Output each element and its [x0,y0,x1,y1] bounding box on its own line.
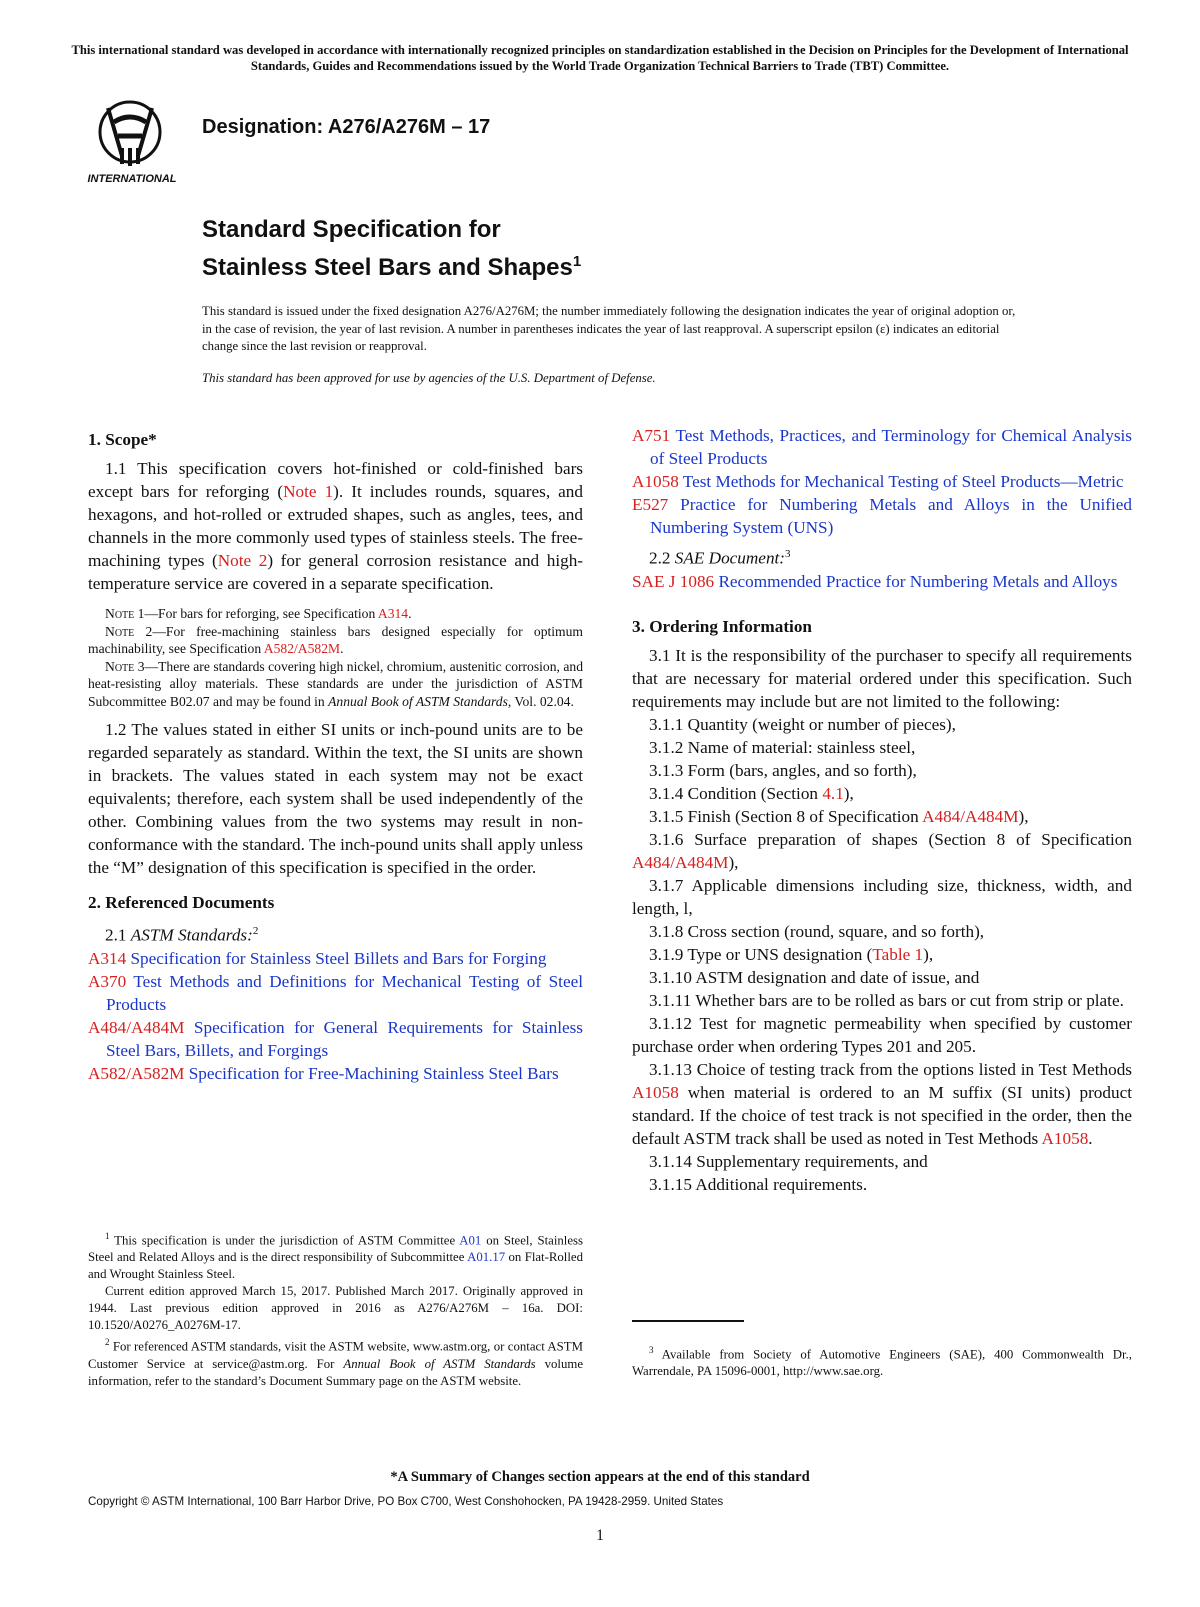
title-line-2: Stainless Steel Bars and Shapes [202,254,573,281]
note-2: Note 2—For free-machining stainless bars designed especially for optimum machinability, see Specification A582/A582M. [88,623,583,656]
footnote-1-edition: Current edition approved March 15, 2017. Published March 2017. Originally approved in 1944. Last previous edition approved in 2016 as A276/A276M – 16a. DOI: 10.1520/A0276_A0276M-17. [88,1284,583,1333]
a484-link[interactable]: A484/A484M [632,852,729,872]
reference-code-link[interactable]: A484/A484M [88,1017,185,1037]
reference-code-link[interactable]: A582/A582M [88,1063,185,1083]
table-1-link[interactable]: Table 1 [872,944,924,964]
title-footnote-ref: 1 [572,253,582,270]
reference-title-link[interactable]: Test Methods and Definitions for Mechanical Testing of Steel Products [106,971,583,1014]
reference-title-link[interactable]: Recommended Practice for Numbering Metals and Alloys [714,571,1118,591]
ordering-item: 3.1.13 Choice of testing track from the options listed in Test Methods A1058 when material is ordered to an M suffix (SI units) product standard. If the choice of test track is not specified in the order, then the default ASTM track shall be used as noted in Test Methods A1058. [632,1059,1132,1148]
ordering-item: 3.1.15 Additional requirements. [649,1174,868,1194]
scope-paragraph-2: 1.2 The values stated in either SI units or inch-pound units are to be regarded separately as standard. Within the text, the SI units are shown in brackets. The values stated in each system may not be exact equivalents; therefore, each system shall be used independently of the other. Combining values from the two systems may result in non-conformance with the standard. The inch-pound units shall apply unless the “M” designation of this specification is specified in the order. [88,720,583,877]
reference-title-link[interactable]: Test Methods, Practices, and Terminology for Chemical Analysis of Steel Products [650,426,1132,468]
reference-code-link[interactable]: A314 [88,948,127,968]
ordering-item: 3.1.11 Whether bars are to be rolled as bars or cut from strip or plate. [649,990,1124,1010]
page-number: 1 [596,1527,604,1544]
a1058-link[interactable]: A1058 [1041,1128,1089,1148]
logo-text: INTERNATIONAL [87,173,177,185]
note-2-link[interactable]: Note 2 [217,551,268,570]
ordering-item: 3.1.9 Type or UNS designation (Table 1), [649,944,934,964]
note-1-link[interactable]: Note 1 [283,482,334,501]
ordering-item: 3.1.14 Supplementary requirements, and [649,1151,928,1171]
designation: Designation: A276/A276M – 17 [202,116,491,138]
reference-item [632,493,1132,539]
ordering-item: 3.1.5 Finish (Section 8 of Specification A484/A484M), [649,806,1029,826]
reference-item [88,970,583,1016]
right-column [632,424,1132,1196]
reference-item [88,947,583,970]
a1058-link[interactable]: A1058 [632,1082,679,1102]
a484-link[interactable]: A484/A484M [922,806,1019,826]
ordering-item: 3.1.3 Form (bars, angles, and so forth), [649,760,917,780]
reference-code-link[interactable]: SAE J 1086 [632,571,715,591]
reference-title-link[interactable]: Test Methods for Mechanical Testing of Steel Products—Metric [678,472,1124,491]
a314-link[interactable]: A314 [377,606,409,621]
reference-item [632,424,1132,470]
ordering-item: 3.1.2 Name of material: stainless steel, [649,737,916,757]
title-line-1: Standard Specification for [202,216,501,243]
document-title [202,214,581,284]
ordering-item: 3.1.4 Condition (Section 4.1), [649,783,854,803]
reference-item [632,570,1132,593]
astm-logo [78,92,186,188]
ordering-item: 3.1.1 Quantity (weight or number of pieces), [649,714,956,734]
reference-code-link[interactable]: A370 [88,971,127,991]
ordering-item: 3.1.6 Surface preparation of shapes (Section 8 of Specification A484/A484M), [632,829,1132,872]
ordering-item: 3.1.10 ASTM designation and date of issue, and [649,967,980,987]
scope-paragraph-1: 1.1 This specification covers hot-finished or cold-finished bars except bars for reforging (Note 1). It includes rounds, squares, and hexagons, and hot-rolled or extruded shapes, such as angles, tees, and channels in the more commonly used types of stainless steels. The free-machining types (Note 2) for general corrosion resistance and high-temperature service are covered in a separate specification. [88,459,584,593]
right-footnotes [632,1342,1132,1380]
referenced-documents-heading: 2. Referenced Documents [88,893,275,912]
footnote-2: $^2$ For referenced ASTM standards, visit the ASTM website, www.astm.org, or contact ASTM Customer Service at service@astm.org. For Annual Book of ASTM Standards volume information, refer to the standard’s Document Summary page on the ASTM website. [88,1337,584,1388]
reference-item [88,1016,583,1062]
ordering-information-heading: 3. Ordering Information [632,616,812,636]
a0117-link[interactable]: A01.17 [467,1250,506,1265]
left-column [88,428,583,1085]
ordering-item: 3.1.12 Test for magnetic permeability when specified by customer purchase order when ordering Types 201 and 205. [632,1013,1132,1056]
note-1: Note 1—For bars for reforging, see Specification A314. [105,606,412,621]
astm-logo-mark [100,102,160,166]
reference-title-link[interactable]: Specification for General Requirements for Stainless Steel Bars, Billets, and Forgings [106,1017,583,1060]
a582-link[interactable]: A582/A582M [263,641,341,656]
ordering-item: 3.1.8 Cross section (round, square, and so forth), [649,921,985,941]
reference-code-link[interactable]: A1058 [632,472,679,491]
reference-code-link[interactable]: E527 [632,495,669,514]
ordering-item: 3.1.7 Applicable dimensions including size, thickness, width, and length, l, [632,875,1132,918]
summary-of-changes-note: *A Summary of Changes section appears at the end of this standard [390,1469,810,1485]
top-notice: This international standard was developed in accordance with internationally recognized principles on standardization established in the Decision on Principles for the Development of International Standards, Guides and Recommendations issued by the World Trade Organization Technical Barriers to Trade (TBT) Committee. [71,43,1129,73]
sae-document-label: 2.2 SAE Document:$^3$ [649,548,791,568]
footnote-1: $^1$ This specification is under the jurisdiction of ASTM Committee A01 on Steel, Stainless Steel and Related Alloys and is the direct responsibility of Subcommittee A01.17 on Flat-Rolled and Wrought Stainless Steel. [88,1231,583,1282]
issue-statement: This standard is issued under the fixed designation A276/A276M; the number immediately following the designation indicates the year of original adoption or, in the case of revision, the year of last revision. A number in parentheses indicates the year of last reapproval. A superscript epsilon (ε) indicates an editorial change since the last revision or reapproval. [202,304,1016,353]
dod-approval: This standard has been approved for use by agencies of the U.S. Department of Defense. [202,371,656,385]
footnote-3: $^3$ Available from Society of Automotive Engineers (SAE), 400 Commonwealth Dr., Warrendale, PA 15096-0001, http://www.sae.org. [632,1345,1132,1379]
note-3: Note 3—There are standards covering high nickel, chromium, austenitic corrosion, and heat-resisting alloy materials. These standards are under the jurisdiction of ASTM Subcommittee B02.07 and may be found in Annual Book of ASTM Standards, Vol. 02.04. [88,658,583,709]
copyright: Copyright © ASTM International, 100 Barr Harbor Drive, PO Box C700, West Conshohocken, PA 19428-2959. United States [88,1495,724,1508]
reference-title-link[interactable]: Specification for Stainless Steel Billets and Bars for Forging [126,948,547,968]
reference-code-link[interactable]: A751 [632,426,671,445]
section-4-1-link[interactable]: 4.1 [822,783,844,803]
reference-title-link[interactable]: Practice for Numbering Metals and Alloys in the Unified Numbering System (UNS) [650,495,1132,537]
scope-heading: 1. Scope* [88,430,157,449]
astm-standards-label: 2.1 ASTM Standards:$^2$ [105,925,259,945]
left-footnotes [88,1228,583,1390]
reference-item [88,1062,583,1085]
a01-link[interactable]: A01 [459,1233,482,1248]
footnote-rule [632,1320,744,1322]
ordering-paragraph-1: 3.1 It is the responsibility of the purchaser to specify all requirements that are necessary for material ordered under this specification. Such requirements may include but are not limited to the following: [632,645,1132,711]
reference-item [632,470,1132,493]
reference-title-link[interactable]: Specification for Free-Machining Stainless Steel Bars [184,1063,559,1083]
